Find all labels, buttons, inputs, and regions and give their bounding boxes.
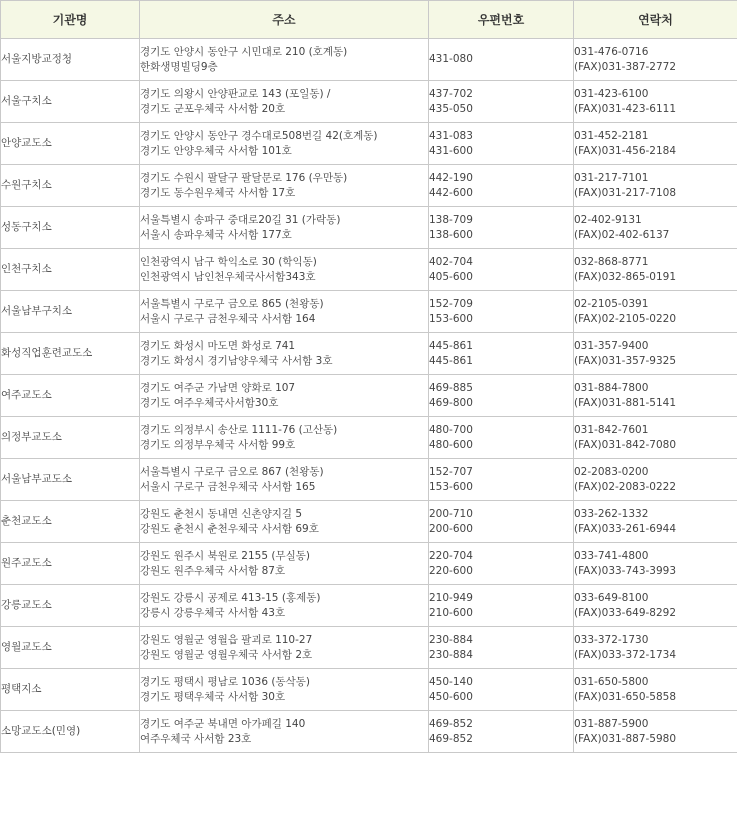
contact-cell [574,375,737,417]
table-row [1,291,737,333]
address-cell [140,39,429,81]
contact-cell [574,585,737,627]
address-line-2: 인천광역시 남인천우체국사서함343호 [140,270,316,283]
address-line-1: 경기도 수원시 팔달구 팔달문로 176 (우만동) [140,171,348,184]
postal-code-1: 445-861 [429,339,473,352]
phone-number: 02-2105-0391 [574,297,649,310]
postal-code-1: 442-190 [429,171,473,184]
contact-cell [574,669,737,711]
header-postal-code: 우편번호 [429,1,574,39]
address-line-2: 경기도 동수원우체국 사서함 17호 [140,186,296,199]
institution-name [1,501,140,543]
institution-name-text: 화성직업훈련교도소 [1,347,93,359]
table-row [1,333,737,375]
postal-code-cell [429,249,574,291]
address-cell [140,165,429,207]
table-row [1,543,737,585]
address-line-2: 강원도 원주우체국 사서함 87호 [140,564,286,577]
header-institution-name: 기관명 [1,1,140,39]
institution-name [1,207,140,249]
contact-cell [574,207,737,249]
postal-code-1: 431-080 [429,53,473,65]
phone-number: 031-884-7800 [574,381,649,394]
postal-code-cell [429,39,574,81]
postal-code-2: 153-600 [429,312,473,325]
institution-name [1,585,140,627]
table-row [1,585,737,627]
institution-name-text: 수원구치소 [1,179,52,191]
phone-number: 031-476-0716 [574,45,649,58]
postal-code-cell [429,333,574,375]
institution-name [1,123,140,165]
table-row [1,375,737,417]
institution-name [1,711,140,753]
postal-code-cell [429,207,574,249]
institution-name-text: 인천구치소 [1,263,52,275]
postal-code-1: 152-709 [429,297,473,310]
address-line-1: 인천광역시 남구 학익소로 30 (학익동) [140,255,317,268]
address-line-1: 서울특별시 구로구 금오로 867 (천왕동) [140,465,324,478]
postal-code-1: 230-884 [429,633,473,646]
address-line-1: 서울특별시 구로구 금오로 865 (천왕동) [140,297,324,310]
postal-code-1: 210-949 [429,591,473,604]
address-line-1: 경기도 의왕시 안양판교로 143 (포일동) / [140,87,331,100]
institution-name-text: 성동구치소 [1,221,52,233]
contact-cell [574,501,737,543]
fax-number: (FAX)031-650-5858 [574,690,677,703]
postal-code-2: 435-050 [429,102,473,115]
postal-code-1: 402-704 [429,255,473,268]
postal-code-cell [429,291,574,333]
fax-number: (FAX)031-456-2184 [574,144,677,157]
postal-code-1: 469-885 [429,381,473,394]
postal-code-1: 437-702 [429,87,473,100]
postal-code-cell [429,627,574,669]
fax-number: (FAX)031-881-5141 [574,396,677,409]
postal-code-2: 138-600 [429,228,473,241]
table-row [1,249,737,291]
address-cell [140,459,429,501]
address-cell [140,291,429,333]
postal-code-cell [429,375,574,417]
address-cell [140,627,429,669]
address-line-2: 경기도 여주우체국사서함30호 [140,396,279,409]
phone-number: 031-650-5800 [574,675,649,688]
postal-code-cell [429,711,574,753]
address-cell [140,207,429,249]
address-line-1: 경기도 안양시 동안구 시민대로 210 (호계동) [140,45,348,58]
address-line-2: 서울시 구로구 금천우체국 사서함 164 [140,312,316,325]
fax-number: (FAX)02-2105-0220 [574,312,677,325]
postal-code-cell [429,543,574,585]
table-row [1,627,737,669]
fax-number: (FAX)033-261-6944 [574,522,677,535]
header-row [1,1,737,39]
postal-code-cell [429,81,574,123]
address-line-2: 경기도 평택우체국 사서함 30호 [140,690,286,703]
institution-name-text: 영월교도소 [1,641,52,653]
address-line-1: 서울특별시 송파구 중대로20길 31 (가락동) [140,213,341,226]
phone-number: 031-842-7601 [574,423,649,436]
institution-name-text: 강릉교도소 [1,599,52,611]
address-line-1: 강원도 강릉시 공제로 413-15 (홍제동) [140,591,321,604]
institution-name-text: 서울남부교도소 [1,473,73,485]
fax-number: (FAX)033-743-3993 [574,564,677,577]
institution-name [1,165,140,207]
address-cell [140,333,429,375]
table-row [1,123,737,165]
contact-cell [574,291,737,333]
institution-name [1,669,140,711]
postal-code-1: 469-852 [429,717,473,730]
contact-cell [574,417,737,459]
institution-name [1,39,140,81]
postal-code-cell [429,459,574,501]
address-line-2: 경기도 화성시 경기남양우체국 사서함 3호 [140,354,333,367]
institution-name-text: 안양교도소 [1,137,52,149]
address-line-2: 한화생명빌딩9층 [140,60,218,73]
table-row [1,39,737,81]
institution-name-text: 서울지방교정청 [1,53,73,65]
institution-name [1,291,140,333]
address-cell [140,501,429,543]
postal-code-cell [429,123,574,165]
fax-number: (FAX)031-842-7080 [574,438,677,451]
table-row [1,81,737,123]
institution-name-text: 여주교도소 [1,389,52,401]
postal-code-2: 200-600 [429,522,473,535]
postal-code-2: 442-600 [429,186,473,199]
fax-number: (FAX)031-217-7108 [574,186,677,199]
phone-number: 031-452-2181 [574,129,649,142]
contact-cell [574,459,737,501]
contact-cell [574,627,737,669]
contact-cell [574,123,737,165]
fax-number: (FAX)031-357-9325 [574,354,677,367]
institution-name [1,249,140,291]
institution-name [1,543,140,585]
address-line-2: 여주우체국 사서함 23호 [140,732,252,745]
contact-cell [574,165,737,207]
address-line-2: 서울시 송파우체국 사서함 177호 [140,228,292,241]
header-address: 주소 [140,1,429,39]
fax-number: (FAX)033-372-1734 [574,648,677,661]
contact-cell [574,333,737,375]
address-line-2: 강원도 영월군 영월우체국 사서함 2호 [140,648,313,661]
institution-name [1,627,140,669]
postal-code-1: 480-700 [429,423,473,436]
postal-code-cell [429,585,574,627]
table-row [1,501,737,543]
address-line-1: 경기도 여주군 북내면 아가페길 140 [140,717,306,730]
fax-number: (FAX)031-423-6111 [574,102,677,115]
address-line-1: 경기도 안양시 동안구 경수대로508번길 42(호계동) [140,129,378,142]
postal-code-cell [429,417,574,459]
institution-name-text: 소망교도소(민영) [1,725,81,737]
postal-code-cell [429,501,574,543]
postal-code-1: 450-140 [429,675,473,688]
institution-name [1,417,140,459]
address-line-1: 강원도 원주시 북원로 2155 (무실동) [140,549,310,562]
contact-cell [574,543,737,585]
address-line-2: 강릉시 강릉우체국 사서함 43호 [140,606,286,619]
fax-number: (FAX)031-387-2772 [574,60,677,73]
phone-number: 031-887-5900 [574,717,649,730]
fax-number: (FAX)031-887-5980 [574,732,677,745]
table-row [1,711,737,753]
address-line-2: 서울시 구로구 금천우체국 사서함 165 [140,480,316,493]
institution-name-text: 서울구치소 [1,95,52,107]
header-contact: 연락처 [574,1,737,39]
phone-number: 033-372-1730 [574,633,649,646]
address-cell [140,81,429,123]
institution-name [1,81,140,123]
phone-number: 033-649-8100 [574,591,649,604]
address-cell [140,711,429,753]
institution-name-text: 춘천교도소 [1,515,52,527]
postal-code-1: 200-710 [429,507,473,520]
phone-number: 031-217-7101 [574,171,649,184]
postal-code-2: 220-600 [429,564,473,577]
phone-number: 032-868-8771 [574,255,649,268]
fax-number: (FAX)02-2083-0222 [574,480,677,493]
postal-code-2: 210-600 [429,606,473,619]
postal-code-1: 152-707 [429,465,473,478]
phone-number: 031-423-6100 [574,87,649,100]
address-line-2: 경기도 안양우체국 사서함 101호 [140,144,292,157]
postal-code-2: 230-884 [429,648,473,661]
contact-cell [574,39,737,81]
postal-code-2: 405-600 [429,270,473,283]
institution-name-text: 의정부교도소 [1,431,62,443]
address-line-1: 경기도 화성시 마도면 화성로 741 [140,339,296,352]
postal-code-2: 153-600 [429,480,473,493]
address-cell [140,543,429,585]
address-cell [140,669,429,711]
postal-code-cell [429,165,574,207]
address-line-1: 강원도 춘천시 동내면 신촌양지길 5 [140,507,303,520]
phone-number: 033-262-1332 [574,507,649,520]
institution-name-text: 원주교도소 [1,557,52,569]
postal-code-2: 431-600 [429,144,473,157]
contact-cell [574,81,737,123]
institution-name [1,375,140,417]
postal-code-2: 480-600 [429,438,473,451]
postal-code-1: 138-709 [429,213,473,226]
fax-number: (FAX)032-865-0191 [574,270,677,283]
table-row [1,207,737,249]
address-line-1: 경기도 여주군 가남면 양화로 107 [140,381,296,394]
address-line-1: 강원도 영월군 영월읍 팔괴로 110-27 [140,633,313,646]
postal-code-1: 220-704 [429,549,473,562]
address-cell [140,249,429,291]
institution-name-text: 평택지소 [1,683,42,695]
table-row [1,459,737,501]
address-line-2: 경기도 군포우체국 사서함 20호 [140,102,286,115]
phone-number: 02-2083-0200 [574,465,649,478]
postal-code-2: 450-600 [429,690,473,703]
address-cell [140,417,429,459]
address-cell [140,375,429,417]
postal-code-2: 469-852 [429,732,473,745]
postal-code-1: 431-083 [429,129,473,142]
contact-cell [574,711,737,753]
institution-name-text: 서울남부구치소 [1,305,73,317]
address-line-2: 강원도 춘천시 춘천우체국 사서함 69호 [140,522,319,535]
table-row [1,165,737,207]
postal-code-cell [429,669,574,711]
table-row [1,417,737,459]
address-cell [140,585,429,627]
postal-code-2: 445-861 [429,354,473,367]
fax-number: (FAX)02-402-6137 [574,228,670,241]
address-line-1: 경기도 평택시 평남로 1036 (동삭동) [140,675,310,688]
table-row [1,669,737,711]
phone-number: 033-741-4800 [574,549,649,562]
institution-name [1,333,140,375]
postal-code-2: 469-800 [429,396,473,409]
fax-number: (FAX)033-649-8292 [574,606,677,619]
address-line-2: 경기도 의정부우체국 사서함 99호 [140,438,296,451]
contact-cell [574,249,737,291]
address-line-1: 경기도 의정부시 송산로 1111-76 (고산동) [140,423,338,436]
institution-name [1,459,140,501]
address-cell [140,123,429,165]
phone-number: 02-402-9131 [574,213,642,226]
phone-number: 031-357-9400 [574,339,649,352]
